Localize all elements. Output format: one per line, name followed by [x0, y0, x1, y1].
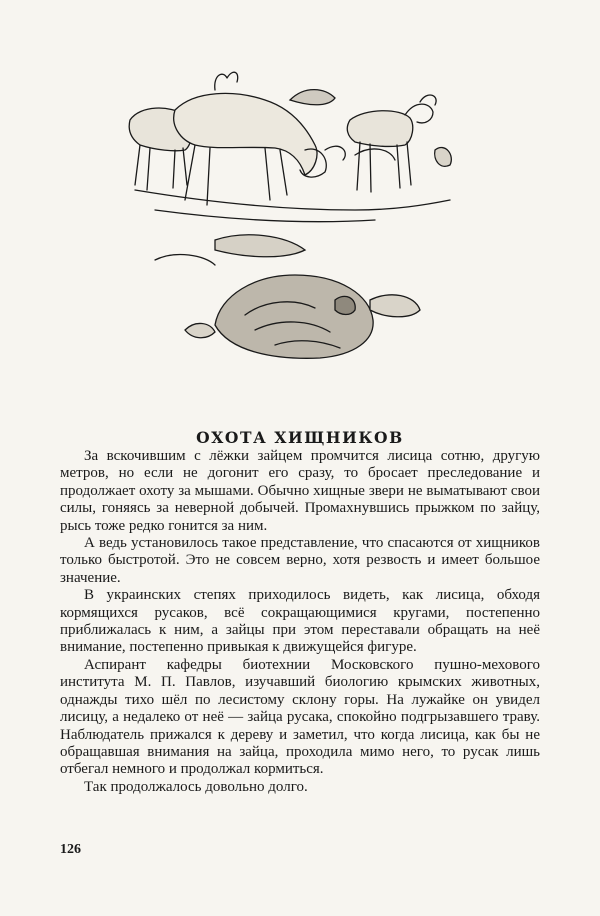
- wildlife-illustration: [115, 60, 460, 370]
- paragraph: Так продолжалось довольно долго.: [84, 778, 308, 795]
- paragraph: За вскочившим с лёжки зайцем промчится лисица сотню, другую метров, но если не догонит его сразу, то бросает преследование и продолжает охоту за мышами. Обычно хищные звери не выматывают свои силы, гоняясь за неверной добычей. Промахнувшись прыжком по зайцу, рысь тоже редко гонится за ним.: [60, 448, 540, 534]
- paragraph: Аспирант кафедры биотехнии Московского пушно-мехового института М. П. Павлов, изучавший биологию крымских животных, однажды тихо шёл по лесистому склону горы. На лужайке он увидел лисицу, а недалеко от неё — зайца русака, спокойно подгрызавшего траву. Наблюдатель прижался к дереву и заметил, что когда лисица, как бы не обращавшая внимания на зайца, проходила мимо него, то русак лишь отбегал немного и продолжал кормиться.: [60, 656, 540, 778]
- chapter-title: ОХОТА ХИЩНИКОВ: [196, 428, 404, 447]
- wildlife-sketch-icon: [115, 60, 460, 370]
- paragraph: В украинских степях приходилось видеть, как лисица, обходя кормящихся русаков, всё сокращающимися кругами, постепенно приближалась к ним, а зайцы при этом переставали обращать на неё внимание, постепенно привыкая к движущейся фигуре.: [60, 587, 540, 656]
- body-text: [60, 448, 540, 796]
- page-number: 126: [60, 842, 81, 857]
- paragraph: А ведь установилось такое представление, что спасаются от хищников только быстротой. Это не совсем верно, хотя резвость и имеет большое значение.: [60, 535, 540, 586]
